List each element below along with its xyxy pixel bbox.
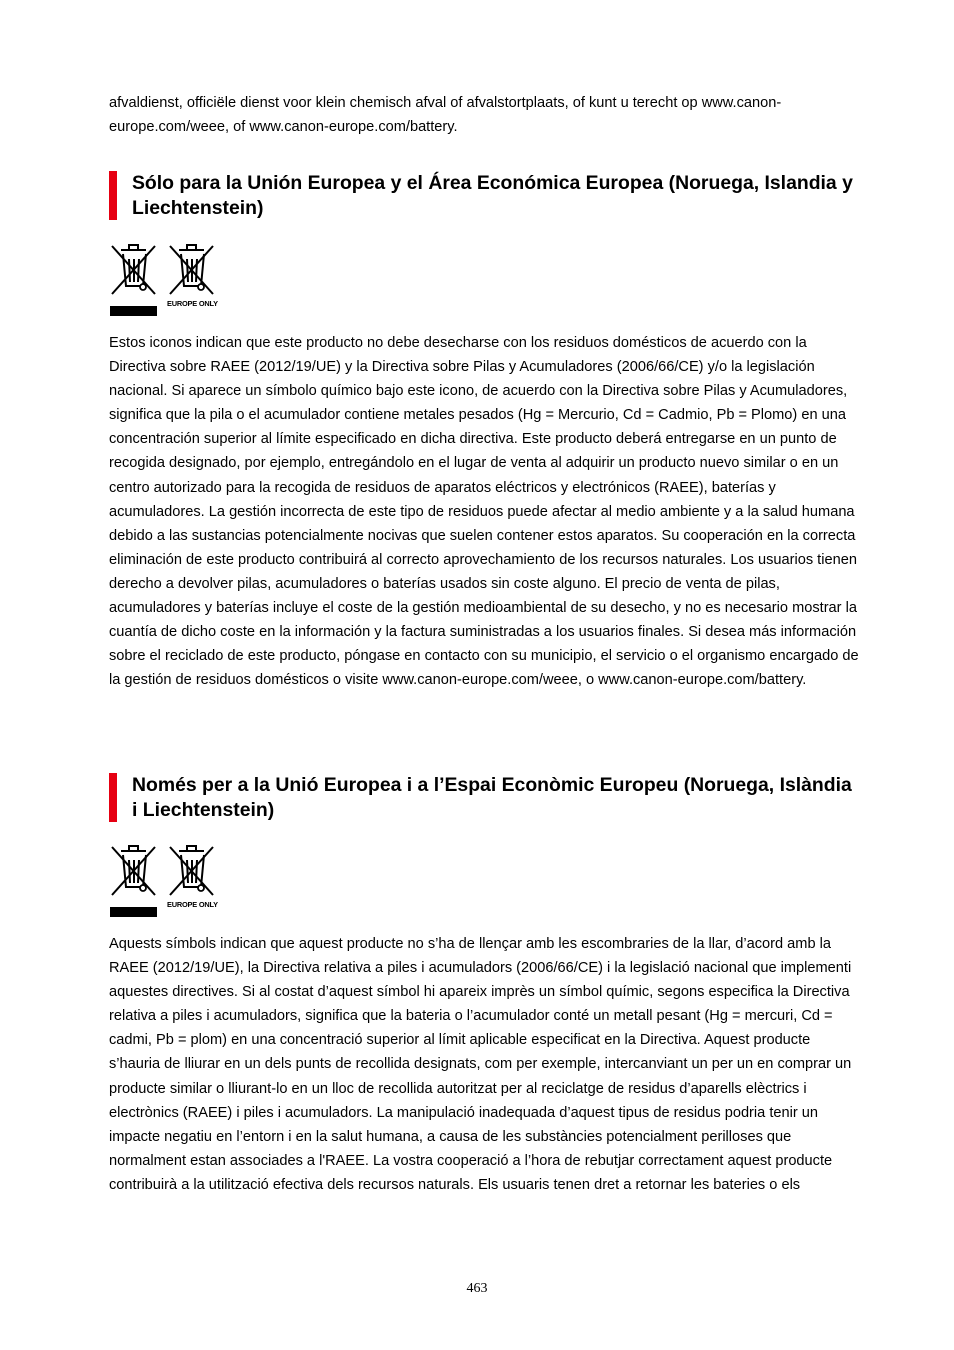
heading-text: Sólo para la Unión Europea y el Área Económica Europea (Noruega, Islandia y Liechtenstein): [132, 172, 853, 219]
heading-text: Només per a la Unió Europea i a l’Espai Econòmic Europeu (Noruega, Islàndia i Liechtenstein): [132, 774, 852, 821]
section-heading-ca: [109, 773, 861, 822]
crossed-out-wheelie-bin-icon: [167, 843, 216, 919]
crossed-out-wheelie-bin-icon: [167, 242, 216, 318]
heading-accent-bar: [109, 171, 117, 220]
weee-icons-ca: [109, 843, 216, 919]
heading-accent-bar: [109, 773, 117, 822]
crossed-out-wheelie-bin-icon: [109, 242, 158, 318]
section-body-ca: Aquests símbols indican que aquest producte no s’ha de llençar amb les escombraries de la llar, d’acord amb la RAEE (2012/19/UE), la Directiva relativa a piles i acumuladors (2006/66/CE) i la legislació nacional que implementi aquestes directives. Si al costat d’aquest símbol hi apareix imprès un símbol químic, segons especifica la Directiva relativa a piles i acumuladors, significa que la bateria o l’acumulador conté un metall pesant (Hg = mercuri, Cd = cadmi, Pb = plom) en una concentració superior al límit aplicable especificat en la Directiva. Aquest producte s’hauria de lliurar en un dels punts de recollida designats, com per exemple, intercanviant un per un en comprar un producte similar o lliurant-lo en un lloc de recollida autoritzat per al reciclatge de residus d’aparells elèctrics i electrònics (RAEE) i piles i acumuladors. La manipulació inadequada d’aquest tipus de residus podria tenir un impacte negatiu en l’entorn i en la salut humana, a causa de les substàncies potencialment perilloses que normalment estan associades a l'RAEE. La vostra cooperació a l’hora de rebutjar correctament aquest producte contribuirà a la utilització efectiva dels recursos naturals. Els usuaris tenen dret a retornar les bateries o els: [109, 936, 852, 1193]
section-body-es: Estos iconos indican que este producto no debe desecharse con los residuos domésticos de acuerdo con la Directiva sobre RAEE (2012/19/UE) y la Directiva sobre Pilas y Acumuladores (2006/66/CE) y/o la legislación nacional. Si aparece un símbolo químico bajo este icono, de acuerdo con la Directiva sobre Pilas y Acumuladores, significa que la pila o el acumulador contiene metales pesados (Hg = Mercurio, Cd = Cadmio, Pb = Plomo) en una concentración superior al límite especificado en dicha directiva. Este producto deberá entregarse en un punto de recogida designado, por ejemplo, entregándolo en el lugar de venta al adquirir un producto nuevo similar o en un centro autorizado para la recogida de residuos de aparatos eléctricos y electrónicos (RAEE), baterías y acumuladores. La gestión incorrecta de este tipo de residuos puede afectar al medio ambiente y a la salud humana debido a las sustancias potencialmente nocivas que suelen contener estos aparatos. Su cooperación en la correcta eliminación de este producto contribuirá al correcto aprovechamiento de los recursos naturales. Los usuarios tienen derecho a devolver pilas, acumuladores o baterías usados sin coste alguno. El precio de venta de pilas, acumuladores y baterías incluye el coste de la gestión medioambiental de su desecho, y no es necesario mostrar la cuantía de dicho coste en la información y la factura suministradas a los usuarios finales. Si desea más información sobre el reciclado de este producto, póngase en contacto con su municipio, el servicio o el organismo encargado de la gestión de residuos domésticos o visite www.canon-europe.com/weee, o www.canon-europe.com/battery.: [109, 335, 859, 689]
crossed-out-wheelie-bin-icon: [109, 843, 158, 919]
section-heading-es: [109, 171, 861, 220]
page-number: 463: [466, 1281, 488, 1296]
weee-icons-es: [109, 242, 216, 318]
black-bar: [110, 306, 157, 316]
intro-paragraph: afvaldienst, officiële dienst voor klein chemisch afval of afvalstortplaats, of kunt u terecht op www.canon-europe.com/weee, of www.canon-europe.com/battery.: [109, 95, 782, 136]
europe-only-label: EUROPE ONLY: [167, 299, 218, 308]
europe-only-label: EUROPE ONLY: [167, 900, 218, 909]
black-bar: [110, 907, 157, 917]
